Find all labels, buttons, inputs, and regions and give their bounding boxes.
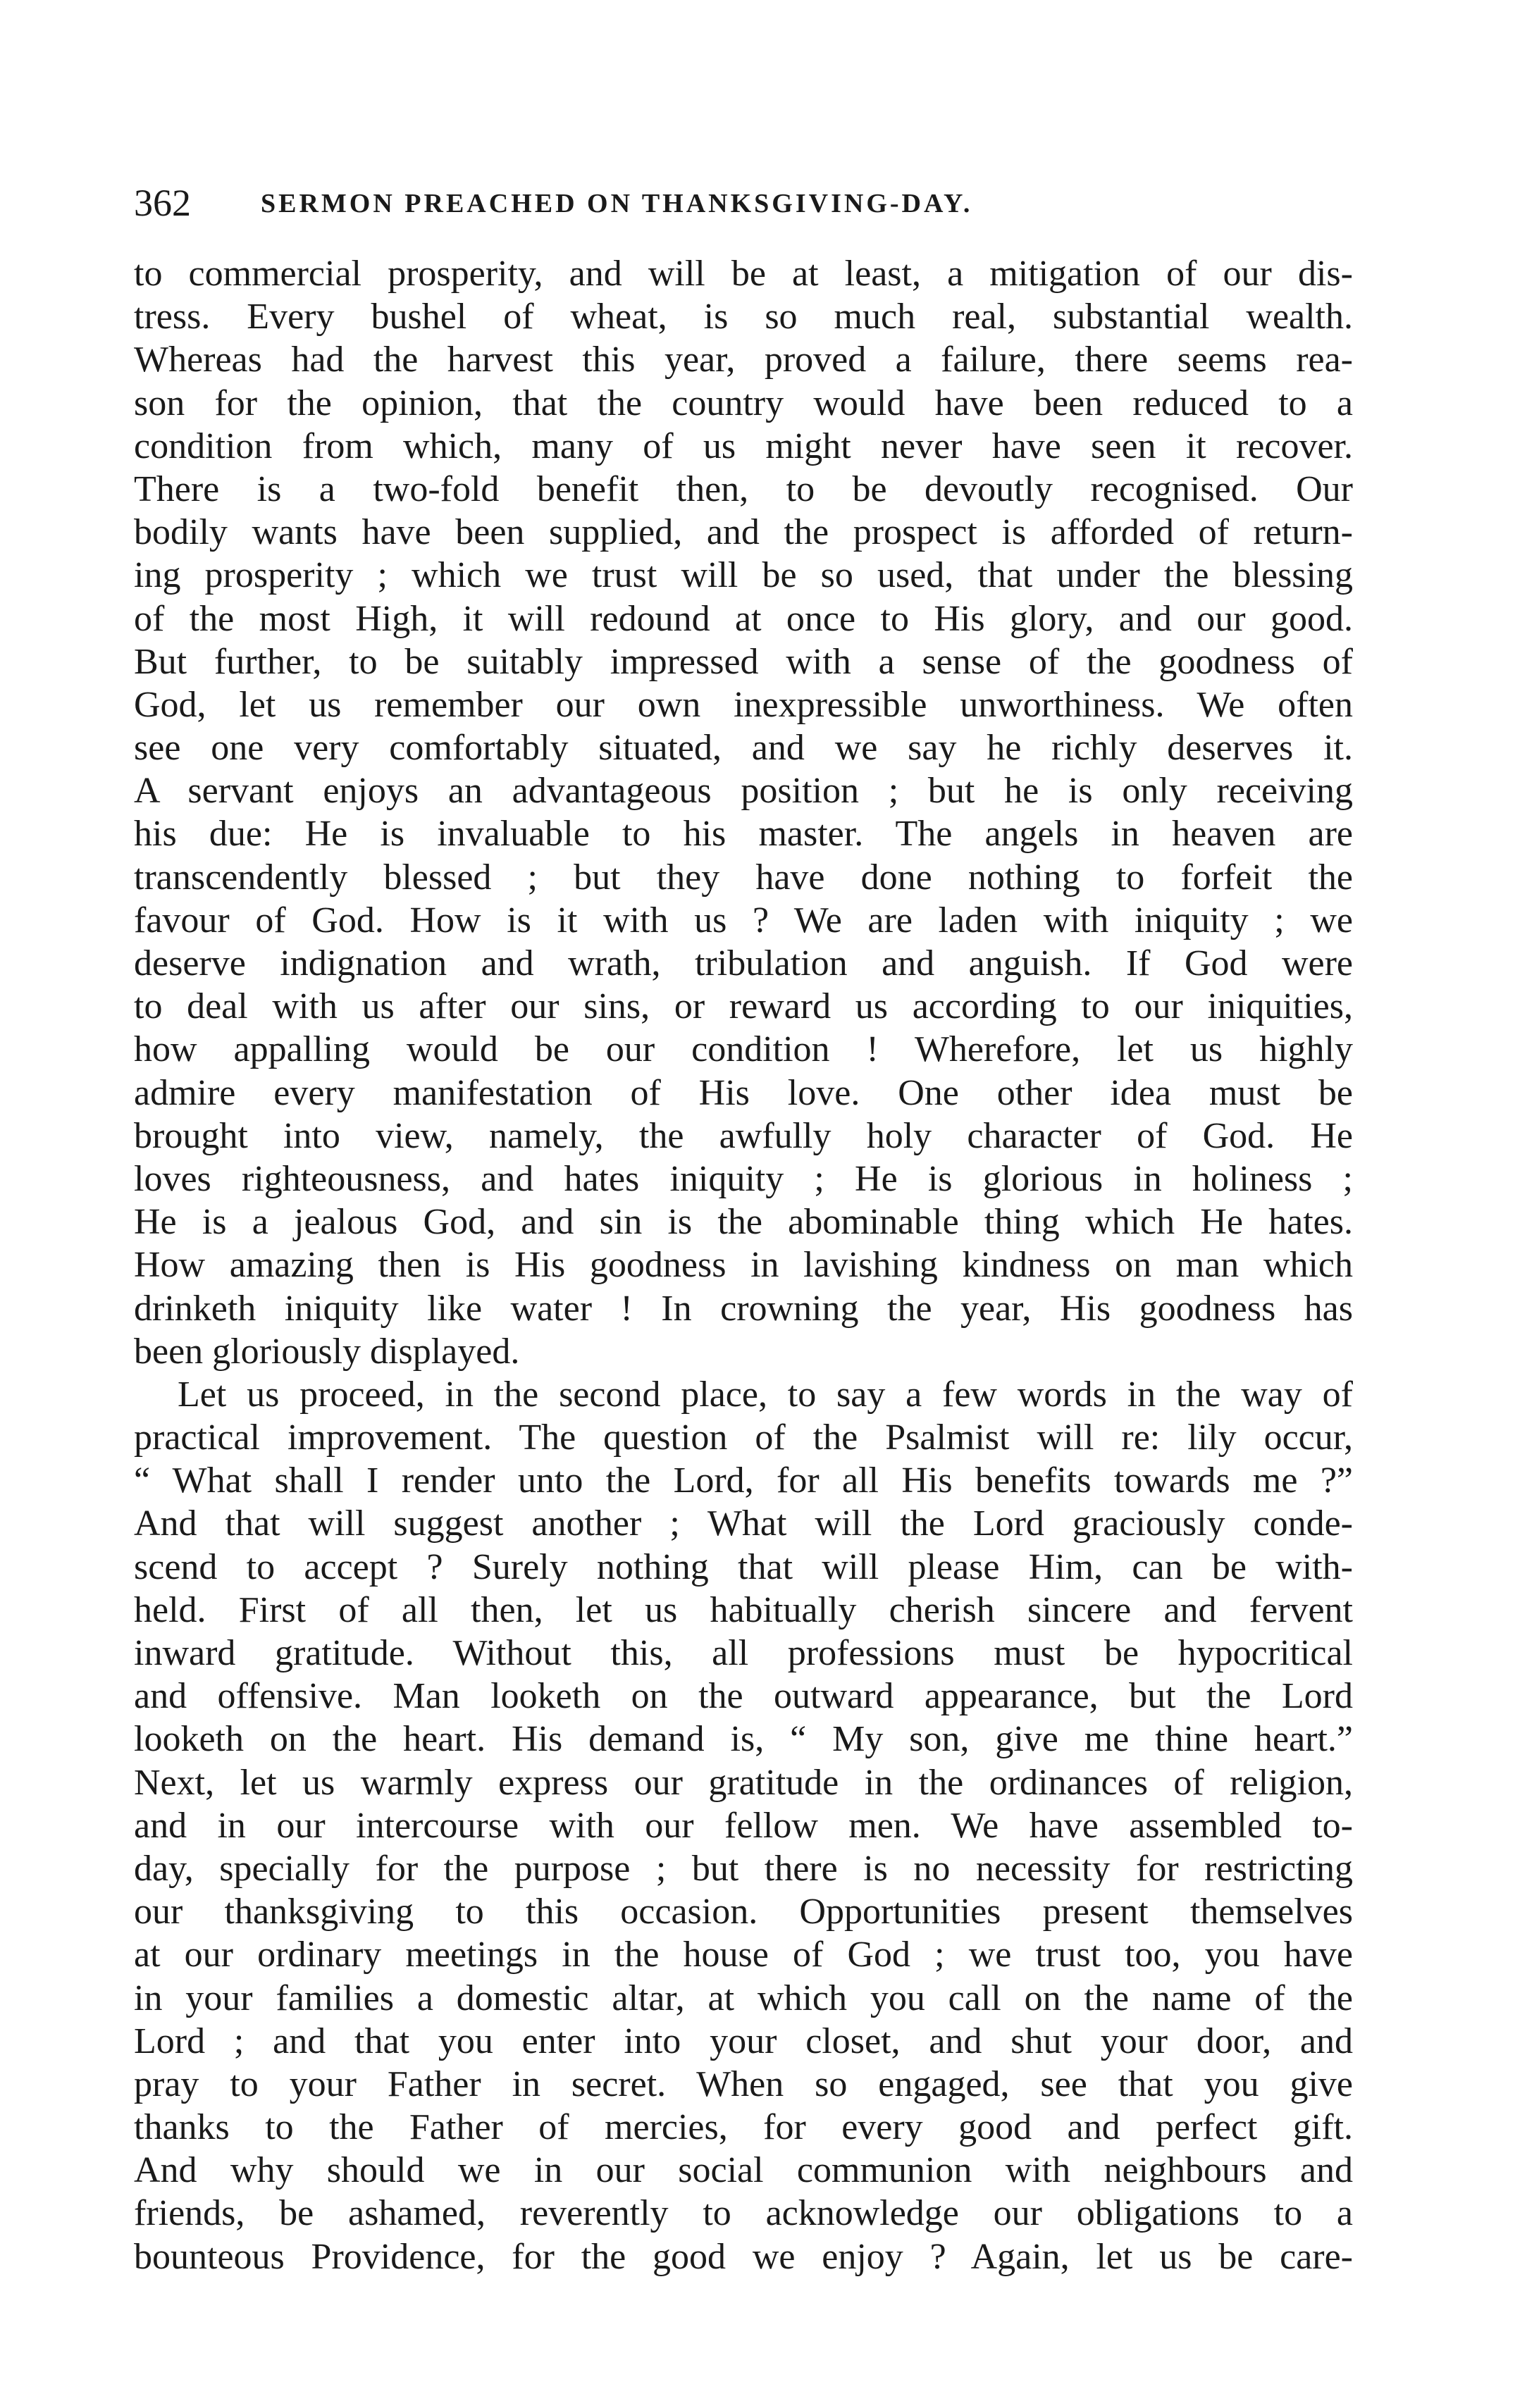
text-line: and in our intercourse with our fellow men. We have assembled to- (134, 1805, 1353, 1846)
text-line: his due: He is invaluable to his master. The angels in heaven are (134, 814, 1353, 855)
text-line: deserve indignation and wrath, tribulation and anguish. If God were (134, 943, 1353, 983)
text-line: friends, be ashamed, reverently to acknowledge our obligations to a (134, 2193, 1353, 2234)
text-line: our thanksgiving to this occasion. Opportunities present themselves (134, 1892, 1353, 1932)
text-line: been gloriously displayed. (134, 1331, 520, 1372)
text-line: at our ordinary meetings in the house of God ; we trust too, you have (134, 1935, 1353, 1975)
text-line: admire every manifestation of His love. One other idea must be (134, 1072, 1353, 1113)
text-line: condition from which, many of us might never have seen it recover. (134, 426, 1353, 466)
running-title: SERMON PREACHED ON THANKSGIVING-DAY. (261, 189, 973, 218)
text-line: Next, let us warmly express our gratitude in the ordinances of religion, (134, 1762, 1353, 1803)
text-line: How amazing then is His goodness in lavishing kindness on man which (134, 1245, 1353, 1286)
body-text (134, 252, 1353, 2278)
text-line: in your families a domestic altar, at which you call on the name of the (134, 1978, 1353, 2018)
text-line: inward gratitude. Without this, all professions must be hypocritical (134, 1633, 1353, 1673)
text-line: A servant enjoys an advantageous position ; but he is only receiving (134, 771, 1353, 812)
text-line: ing prosperity ; which we trust will be so used, that under the blessing (134, 555, 1353, 596)
text-line: transcendently blessed ; but they have done nothing to forfeit the (134, 857, 1353, 898)
text-line: how appalling would be our condition ! Wherefore, let us highly (134, 1029, 1353, 1070)
text-line: And that will suggest another ; What will the Lord graciously conde- (134, 1503, 1353, 1544)
text-line: practical improvement. The question of the Psalmist will re: lily occur, (134, 1417, 1353, 1458)
text-line: see one very comfortably situated, and we say he richly deserves it. (134, 728, 1353, 769)
text-line: brought into view, namely, the awfully holy character of God. He (134, 1115, 1353, 1156)
page-number: 362 (134, 182, 191, 224)
text-line: thanks to the Father of mercies, for every good and perfect gift. (134, 2107, 1353, 2148)
text-line: He is a jealous God, and sin is the abominable thing which He hates. (134, 1202, 1353, 1243)
text-line: There is a two-fold benefit then, to be devoutly recognised. Our (134, 468, 1353, 509)
text-line: Let us proceed, in the second place, to say a few words in the way of (178, 1374, 1353, 1415)
text-line: to deal with us after our sins, or reward us according to our iniquities, (134, 986, 1353, 1027)
text-line: “ What shall I render unto the Lord, for all His benefits towards me ?” (134, 1460, 1353, 1501)
text-line: drinketh iniquity like water ! In crowning the year, His goodness has (134, 1288, 1353, 1329)
text-line: pray to your Father in secret. When so engaged, see that you give (134, 2063, 1353, 2104)
text-line: looketh on the heart. His demand is, “ My son, give me thine heart.” (134, 1719, 1353, 1760)
text-line: Lord ; and that you enter into your closet, and shut your door, and (134, 2021, 1353, 2061)
text-line: Whereas had the harvest this year, proved a failure, there seems rea- (134, 340, 1353, 380)
text-line: loves righteousness, and hates iniquity ; He is glorious in holiness ; (134, 1158, 1353, 1199)
text-line: And why should we in our social communion with neighbours and (134, 2150, 1353, 2191)
text-line: God, let us remember our own inexpressible unworthiness. We often (134, 684, 1353, 725)
text-line: bodily wants have been supplied, and the prospect is afforded of return- (134, 512, 1353, 553)
text-line: to commercial prosperity, and will be at least, a mitigation of our dis- (134, 254, 1353, 294)
text-line: bounteous Providence, for the good we enjoy ? Again, let us be care- (134, 2236, 1353, 2277)
text-line: day, specially for the purpose ; but there is no necessity for restricting (134, 1848, 1353, 1889)
text-line: But further, to be suitably impressed with a sense of the goodness of (134, 641, 1353, 682)
running-head (134, 182, 1353, 224)
text-line: of the most High, it will redound at once to His glory, and our good. (134, 598, 1353, 639)
text-line: scend to accept ? Surely nothing that will please Him, can be with- (134, 1546, 1353, 1587)
text-line: and offensive. Man looketh on the outward appearance, but the Lord (134, 1676, 1353, 1717)
text-line: tress. Every bushel of wheat, is so much real, substantial wealth. (134, 297, 1353, 337)
text-line: favour of God. How is it with us ? We are laden with iniquity ; we (134, 900, 1353, 941)
text-line: held. First of all then, let us habitually cherish sincere and fervent (134, 1589, 1353, 1630)
text-line: son for the opinion, that the country would have been reduced to a (134, 383, 1353, 423)
